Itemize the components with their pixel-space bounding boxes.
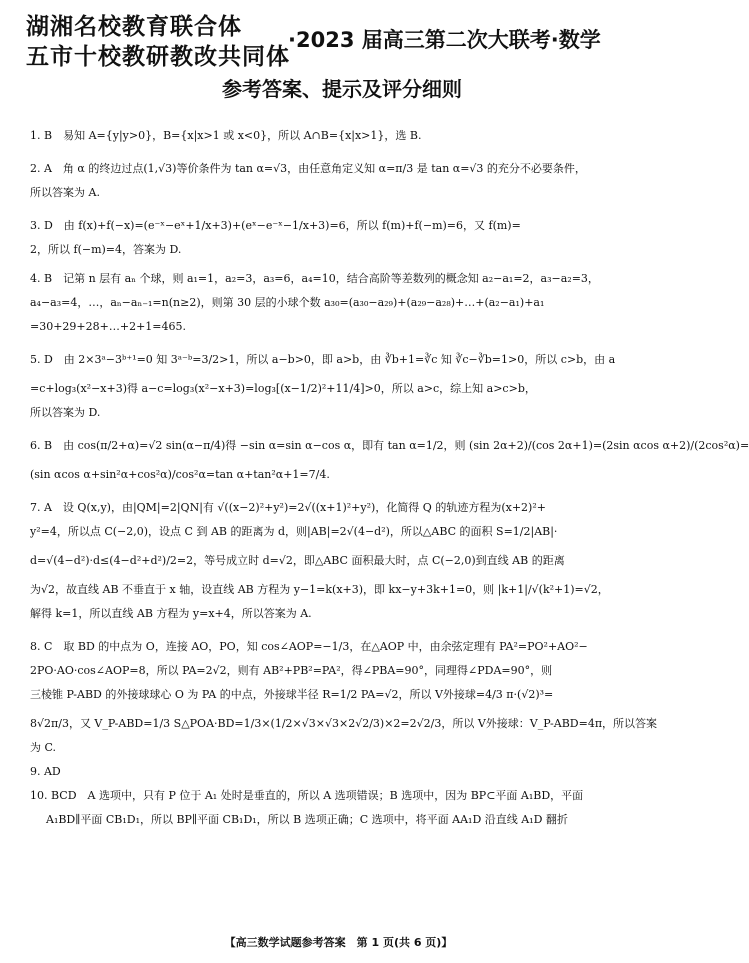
answer-2-line: 所以答案为 A. — [30, 186, 100, 199]
answer-4-line: a₄−a₃=4，…，aₙ−aₙ₋₁=n(n≥2)，则第 30 层的小球个数 a₃₀=(a₃₀−a₂₉)+(a₂₉−a₂₈)+…+(a₂−a₁)+a₁ — [30, 296, 545, 309]
answer-5-line: 所以答案为 D. — [30, 406, 101, 419]
organization-line-2: 五市十校教研教改共同体 — [26, 44, 290, 70]
answer-2-line: 2. A 角 α 的终边过点(1,√3)等价条件为 tan α=√3，由任意角定义知 α=π/3 是 tan α=√3 的充分不必要条件， — [30, 162, 586, 175]
answer-6-line: (sin αcos α+sin²α+cos²α)/cos²α=tan α+tan²α+1=7/4. — [30, 468, 330, 481]
answer-7-line: y²=4，所以点 C(−2,0)，设点 C 到 AB 的距离为 d，则|AB|=2√(4−d²)，所以△ABC 的面积 S=1/2|AB|· — [30, 525, 558, 538]
answer-10-line: A₁BD∥平面 CB₁D₁，所以 BP∥平面 CB₁D₁，所以 B 选项正确；C 选项中，将平面 AA₁D 沿直线 A₁D 翻折 — [46, 813, 568, 826]
answer-7-line: 为√2，故直线 AB 不垂直于 x 轴，设直线 AB 方程为 y−1=k(x+3)，即 kx−y+3k+1=0，则 |k+1|/√(k²+1)=√2， — [30, 583, 609, 596]
answer-8-line: 8√2π/3，又 V_P-ABD=1/3 S△POA·BD=1/3×(1/2×√3×√3×2√2/3)×2=2√2/3，所以 V外接球：V_P-ABD=4π，所以答案 — [30, 717, 658, 730]
answer-5-line: =c+log₃(x²−x+3)得 a−c=log₃(x²−x+3)=log₃[(x−1/2)²+11/4]>0，所以 a>c，综上知 a>c>b， — [30, 382, 536, 395]
document-header — [26, 6, 666, 101]
answer-7-line: 解得 k=1，所以直线 AB 方程为 y=x+4，所以答案为 A. — [30, 607, 312, 620]
answer-8-line: 三棱锥 P-ABD 的外接球球心 O 为 PA 的中点，外接球半径 R=1/2 PA=√2，所以 V外接球=4/3 π·(√2)³= — [30, 688, 554, 701]
answer-6-line: 6. B 由 cos(π/2+α)=√2 sin(α−π/4)得 −sin α=sin α−cos α，即有 tan α=1/2，则 (sin 2α+2)/(cos 2α+1)=(2sin αcos α+2)/(2cos²α)= — [30, 439, 749, 452]
answer-10-line: 10. BCD A 选项中，只有 P 位于 A₁ 处时是垂直的，所以 A 选项错误；B 选项中，因为 BP⊂平面 A₁BD，平面 — [30, 789, 584, 802]
answer-8-line: 为 C. — [30, 741, 57, 754]
answer-4-line: =30+29+28+…+2+1=465. — [30, 320, 186, 333]
answer-3-line: 3. D 由 f(x)+f(−x)=(e⁻ˣ−eˣ+1/x+3)+(eˣ−e⁻ˣ−1/x+3)=6，所以 f(m)+f(−m)=6，又 f(m)= — [30, 219, 521, 232]
document-subtitle: 参考答案、提示及评分细则 — [222, 77, 462, 101]
answer-7-line: 7. A 设 Q(x,y)，由|QM|=2|QN|有 √((x−2)²+y²)=2√((x+1)²+y²)，化简得 Q 的轨迹方程为(x+2)²+ — [30, 501, 546, 514]
answer-4-line: 4. B 记第 n 层有 aₙ 个球，则 a₁=1，a₂=3，a₃=6，a₄=10，结合高阶等差数列的概念知 a₂−a₁=2，a₃−a₂=3， — [30, 272, 599, 285]
answer-3-line: 2，所以 f(−m)=4，答案为 D. — [30, 243, 182, 256]
answer-7-line: d=√(4−d²)·d≤(4−d²+d²)/2=2，等号成立时 d=√2，即△ABC 面积最大时，点 C(−2,0)到直线 AB 的距离 — [30, 554, 565, 567]
answer-9-line: 9. AD — [30, 765, 61, 778]
answer-1-line: 1. B 易知 A={y|y>0}，B={x|x>1 或 x<0}，所以 A∩B={x|x>1}，选 B. — [30, 129, 422, 142]
answer-list — [30, 124, 749, 832]
organization-line-1: 湖湘名校教育联合体 — [26, 14, 242, 40]
answer-8-line: 8. C 取 BD 的中点为 O，连接 AO，PO，知 cos∠AOP=−1/3，在△AOP 中，由余弦定理有 PA²=PO²+AO²− — [30, 640, 588, 653]
answer-8-line: 2PO·AO·cos∠AOP=8，所以 PA=2√2，则有 AB²+PB²=PA²，得∠PBA=90°，同理得∠PDA=90°，则 — [30, 664, 553, 677]
page-footer: 【高三数学试题参考答案 第 1 页(共 6 页)】 — [224, 936, 453, 949]
exam-title: ·2023 届高三第二次大联考·数学 — [288, 28, 601, 52]
answer-5-line: 5. D 由 2×3ᵃ−3ᵇ⁺¹=0 知 3ᵃ⁻ᵇ=3/2>1，所以 a−b>0，即 a>b，由 ∛b+1=∛c 知 ∛c−∛b=1>0，所以 c>b，由 a — [30, 353, 616, 366]
